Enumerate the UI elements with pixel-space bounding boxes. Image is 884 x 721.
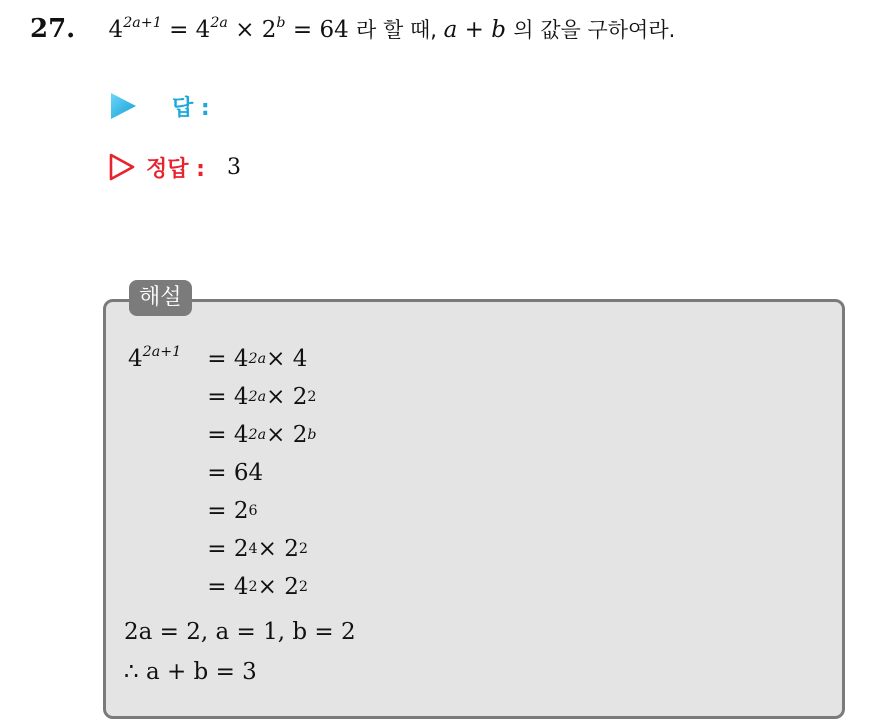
var-b: b [491,17,506,43]
problem-text-1: 라 할 때, [356,18,444,42]
problem-statement [30,12,675,47]
solution-summary [124,612,356,692]
solution-steps [128,340,316,606]
problem-text-2: 의 값을 구하여라. [513,18,676,42]
correct-answer-row [108,150,241,184]
var-a: a [443,17,458,43]
outline-triangle-icon [108,152,136,182]
step-row: $4^{2a+1}$ = 4 2a × 4 [128,344,308,372]
answer-label: 답 : [172,95,210,121]
eq-op-3: = 64 [292,17,349,43]
step-row: = 64 [200,460,264,486]
step-row: = 4 2a × 2 2 [200,384,317,410]
play-triangle-icon [108,91,138,121]
plus-sign: + [464,17,492,43]
step-row: = 2 6 [200,498,258,524]
conclusion-line: ∴ a + b = 3 [124,659,257,685]
step-row: = 2 4 × 2 2 [200,536,308,562]
solution-tab: 해설 [129,280,192,316]
eq-base-3: 2 [261,17,277,43]
correct-answer-value: 3 [226,154,241,180]
step-row: = 4 2 × 2 2 [200,574,308,600]
eq-op-1: = [169,17,196,43]
result-line: 2a = 2, a = 1, b = 2 [124,619,356,645]
step-row: = 4 2a × 2 b [200,422,317,448]
step-lhs: $4^{2a+1}$ [128,344,182,372]
correct-answer-label: 정답 : [146,156,205,182]
eq-base-2: 4 [195,17,211,43]
answer-row [108,90,210,122]
eq-exp-1: 2a+1 [123,15,162,32]
eq-base-1: 4 [108,17,124,43]
eq-op-2: × [235,17,262,43]
eq-exp-2: 2a [210,15,228,32]
problem-number: 27. [30,14,76,44]
eq-exp-3: b [276,15,286,32]
